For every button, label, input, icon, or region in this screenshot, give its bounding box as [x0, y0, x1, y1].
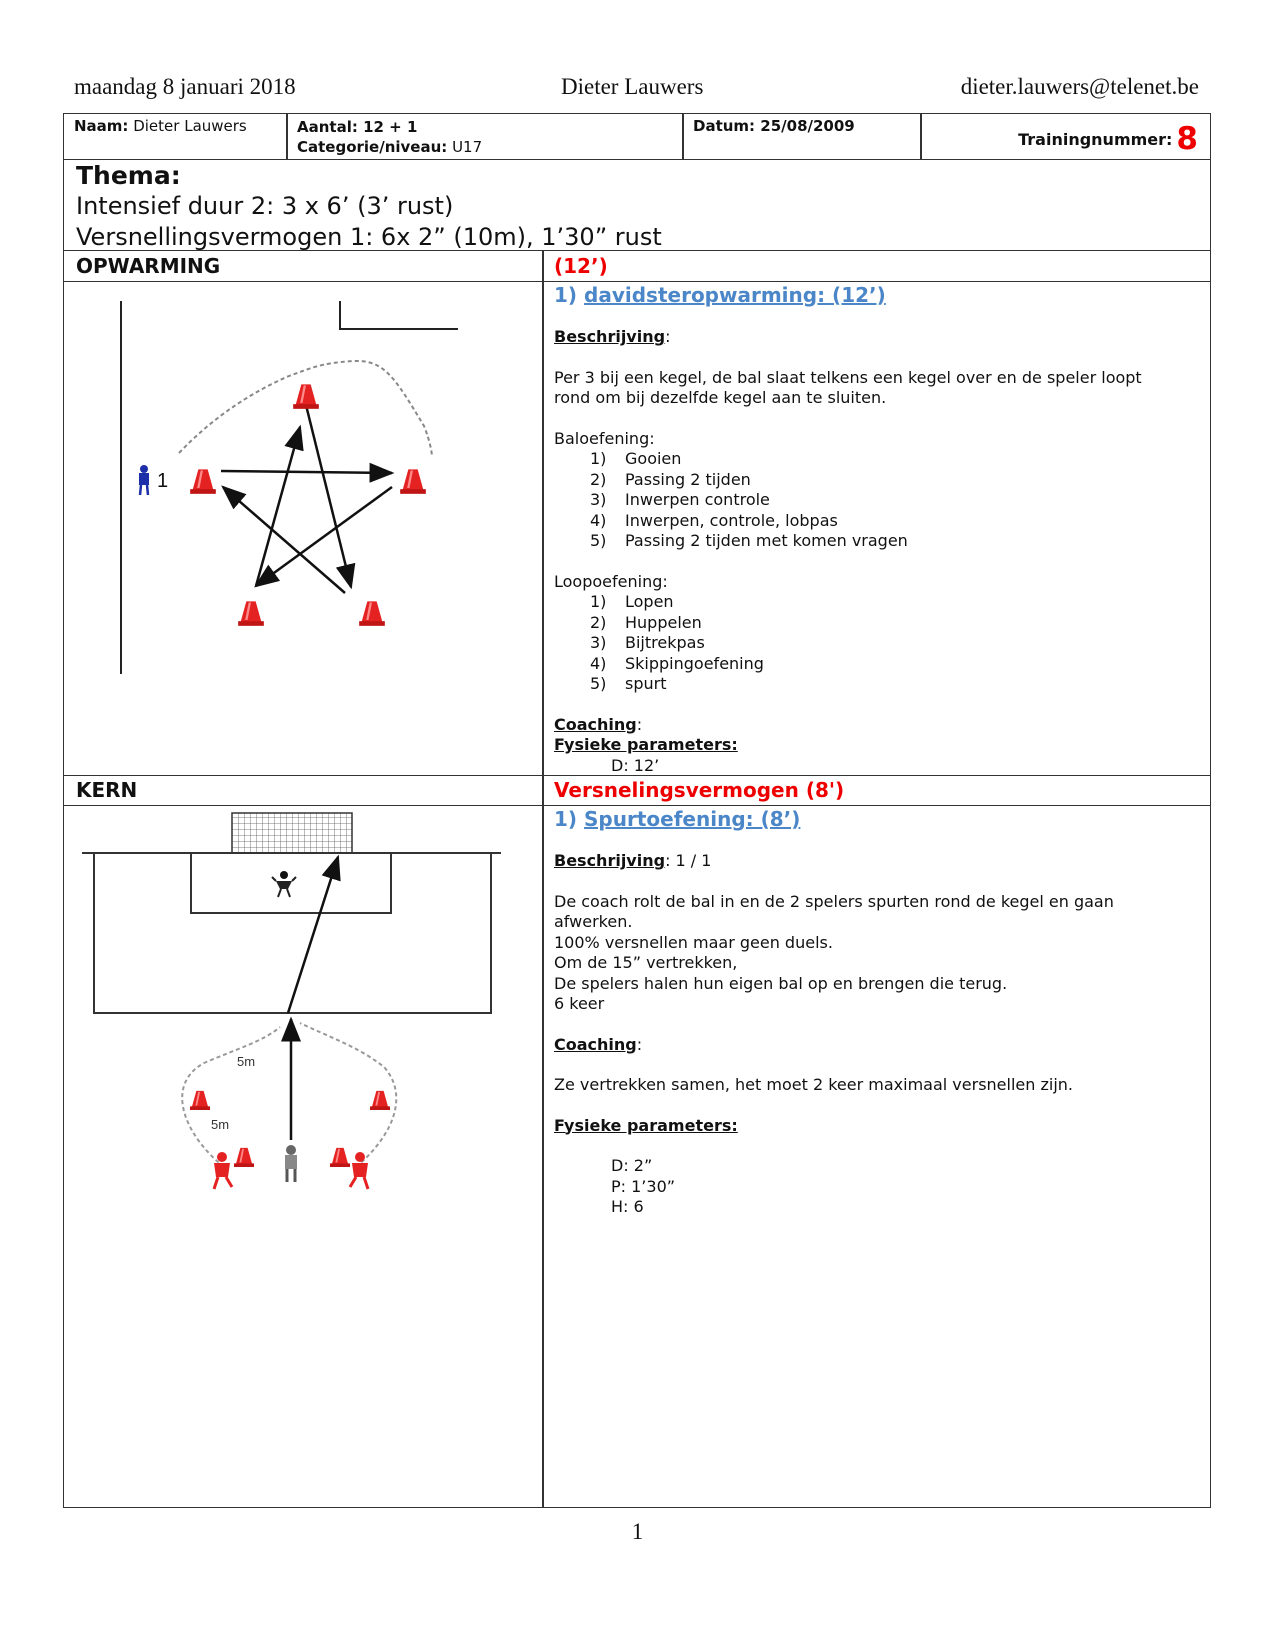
cone-icon [293, 384, 319, 409]
core-desc-line: De coach rolt de bal in en de 2 spelers spurten rond de kegel en gaan [554, 891, 1114, 911]
theme-line-2: Versnellingsvermogen 1: 6x 2” (10m), 1’30” rust [76, 223, 662, 251]
warmup-header [64, 251, 1210, 282]
page-header [74, 68, 1199, 108]
warmup-desc-text-1: Per 3 bij een kegel, de bal slaat telkens een kegel over en de speler loopt [554, 367, 1142, 387]
datum-cell [683, 114, 920, 159]
player-icon [214, 1152, 232, 1189]
core-param: H: 6 [611, 1197, 644, 1216]
core-desc-line: afwerken. [554, 912, 633, 931]
list-item: 4) Skippingoefening [590, 653, 764, 673]
list-item: 2) Huppelen [590, 612, 702, 632]
player-number-label: 1 [157, 470, 169, 492]
goal-icon [232, 813, 352, 853]
warmup-section-label: OPWARMING [76, 254, 221, 278]
goalkeeper-icon [272, 871, 296, 897]
naam-value: Dieter Lauwers [133, 117, 247, 135]
theme-line-1: Intensief duur 2: 3 x 6’ (3’ rust) [76, 192, 454, 220]
warmup-row [64, 281, 1210, 776]
list-item-text: Inwerpen controle [625, 490, 770, 509]
distance-label: 5m [237, 1054, 256, 1069]
core-desc-line: De spelers halen hun eigen bal op en brengen die terug. [554, 973, 1008, 993]
divider [920, 114, 922, 159]
cone-icon [359, 601, 385, 626]
header-email: dieter.lauwers@telenet.be [960, 74, 1199, 99]
categorie-label: Categorie/niveau: [297, 138, 448, 156]
training-number [1018, 121, 1198, 157]
run-exercise-list [554, 592, 1194, 695]
list-item: 1) Lopen [590, 592, 674, 611]
list-item-text: Passing 2 tijden met komen vragen [625, 531, 908, 550]
header-author: Dieter Lauwers [561, 74, 704, 99]
core-exercise-prefix: 1) [554, 807, 585, 831]
list-item-text: Lopen [625, 592, 674, 611]
training-sheet [63, 113, 1211, 1508]
list-item-text: Passing 2 tijden [625, 469, 751, 489]
warmup-exercise-title [554, 283, 1194, 307]
run-exercise-label: Loopoefening: [554, 571, 668, 591]
list-item: 5) spurt [590, 674, 667, 693]
warmup-params-label: Fysieke parameters: [554, 735, 738, 754]
aantal-label: Aantal: 12 + 1 [297, 118, 418, 136]
core-param: P: 1’30” [611, 1176, 676, 1196]
player-icon [350, 1152, 368, 1189]
core-param: D: 2” [611, 1156, 653, 1175]
list-item-text: spurt [625, 674, 667, 693]
star-drill-diagram [64, 281, 542, 775]
list-item: 3) Bijtrekpas [590, 633, 705, 652]
header-date: maandag 8 januari 2018 [74, 74, 296, 99]
theme-title: Thema: [76, 161, 181, 190]
list-item-text: Huppelen [625, 612, 702, 632]
core-coaching-text: Ze vertrekken samen, het moet 2 keer maximaal versnellen zijn. [554, 1075, 1073, 1094]
warmup-duration: (12’) [554, 254, 608, 278]
cone-icon [238, 601, 264, 626]
warmup-desc-label: Beschrijving [554, 327, 666, 346]
list-item-text: Inwerpen, controle, lobpas [625, 510, 838, 530]
core-exercise-title [554, 807, 1194, 831]
core-params-label: Fysieke parameters: [554, 1115, 738, 1135]
cone-icon [190, 469, 216, 494]
sprint-drill-diagram [64, 805, 542, 1225]
core-desc-line: 100% versnellen maar geen duels. [554, 932, 833, 952]
core-exercise-link[interactable]: Spurtoefening: (8’) [584, 807, 801, 831]
list-item: 3) Inwerpen controle [590, 490, 770, 509]
cone-icon [330, 1148, 350, 1167]
datum-label: Datum: 25/08/2009 [693, 117, 855, 135]
list-item-text: Skippingoefening [625, 653, 764, 673]
core-desc-line: 6 keer [554, 994, 605, 1013]
core-description: 1) Spurtoefening: (8’) Beschrijving: 1 / 1 De coach rolt de bal in en de 2 spelers spurten rond de kegel en gaan afwerken. 100% versnellen maar geen duels. Om de 15” vertrekken, De spelers halen hun eigen bal op en brengen die terug. 6 keer Coaching: Ze vertrekken samen, het moet 2 keer maximaal versnellen zijn. Fysieke parameters: D: 2” P: 1’30” H: 6 [554, 807, 1194, 1218]
cone-icon [190, 1091, 210, 1110]
warmup-param-d: D: 12’ [611, 755, 660, 775]
ball-exercise-list [554, 449, 1194, 552]
core-desc-line: Om de 15” vertrekken, [554, 953, 738, 972]
core-section-label: KERN [76, 778, 138, 802]
core-title: Versnelingsvermogen (8') [554, 778, 845, 802]
list-item: 5) Passing 2 tijden met komen vragen [590, 531, 908, 550]
training-number-value: 8 [1176, 121, 1198, 157]
list-item: 1) Gooien [590, 449, 682, 468]
cone-icon [400, 469, 426, 494]
warmup-exercise-prefix: 1) [554, 283, 585, 307]
naam-label: Naam: [74, 117, 129, 135]
page-number: 1 [631, 1519, 644, 1544]
list-item: 2) Passing 2 tijden [590, 469, 751, 489]
training-label: Trainingnummer: [1018, 130, 1173, 149]
info-row [64, 114, 1210, 160]
core-header [64, 775, 1210, 806]
cone-icon [370, 1091, 390, 1110]
warmup-desc-text-2: rond om bij dezelfde kegel aan te sluiten. [554, 388, 887, 407]
core-coaching-label: Coaching [554, 1034, 637, 1054]
list-item-text: Bijtrekpas [625, 633, 705, 652]
core-row [64, 805, 1210, 1507]
core-desc-label: Beschrijving [554, 851, 666, 870]
theme-row [64, 159, 1210, 251]
list-item: 4) Inwerpen, controle, lobpas [590, 510, 838, 530]
ball-exercise-label: Baloefening: [554, 428, 655, 448]
coach-icon [285, 1145, 297, 1182]
cone-icon [234, 1148, 254, 1167]
naam-cell [64, 114, 286, 159]
player-icon [139, 465, 149, 495]
list-item-text: Gooien [625, 449, 682, 468]
warmup-coaching-label: Coaching [554, 714, 637, 734]
aantal-cell [287, 114, 682, 159]
categorie-value: U17 [452, 138, 483, 156]
core-desc-suffix: : 1 / 1 [665, 851, 712, 870]
warmup-description: 1) davidsteropwarming: (12’) Beschrijving: Per 3 bij een kegel, de bal slaat telkens een kegel over en de speler loopt rond om bij dezelfde kegel aan te sluiten. Baloefening: 1) Gooien 2) Passing 2 tijden 3) Inwerpen controle 4) Inwerpen, controle, lobpas 5) Passing 2 tijden met komen vragen Loopoefening: 1) Lopen 2) Huppelen 3) Bijtrekpas 4) Skippingoefening 5) spurt Coaching: Fysieke parameters: D: 12’ [554, 283, 1194, 776]
warmup-exercise-link[interactable]: davidsteropwarming: (12’) [584, 283, 886, 307]
distance-label: 5m [211, 1117, 230, 1132]
